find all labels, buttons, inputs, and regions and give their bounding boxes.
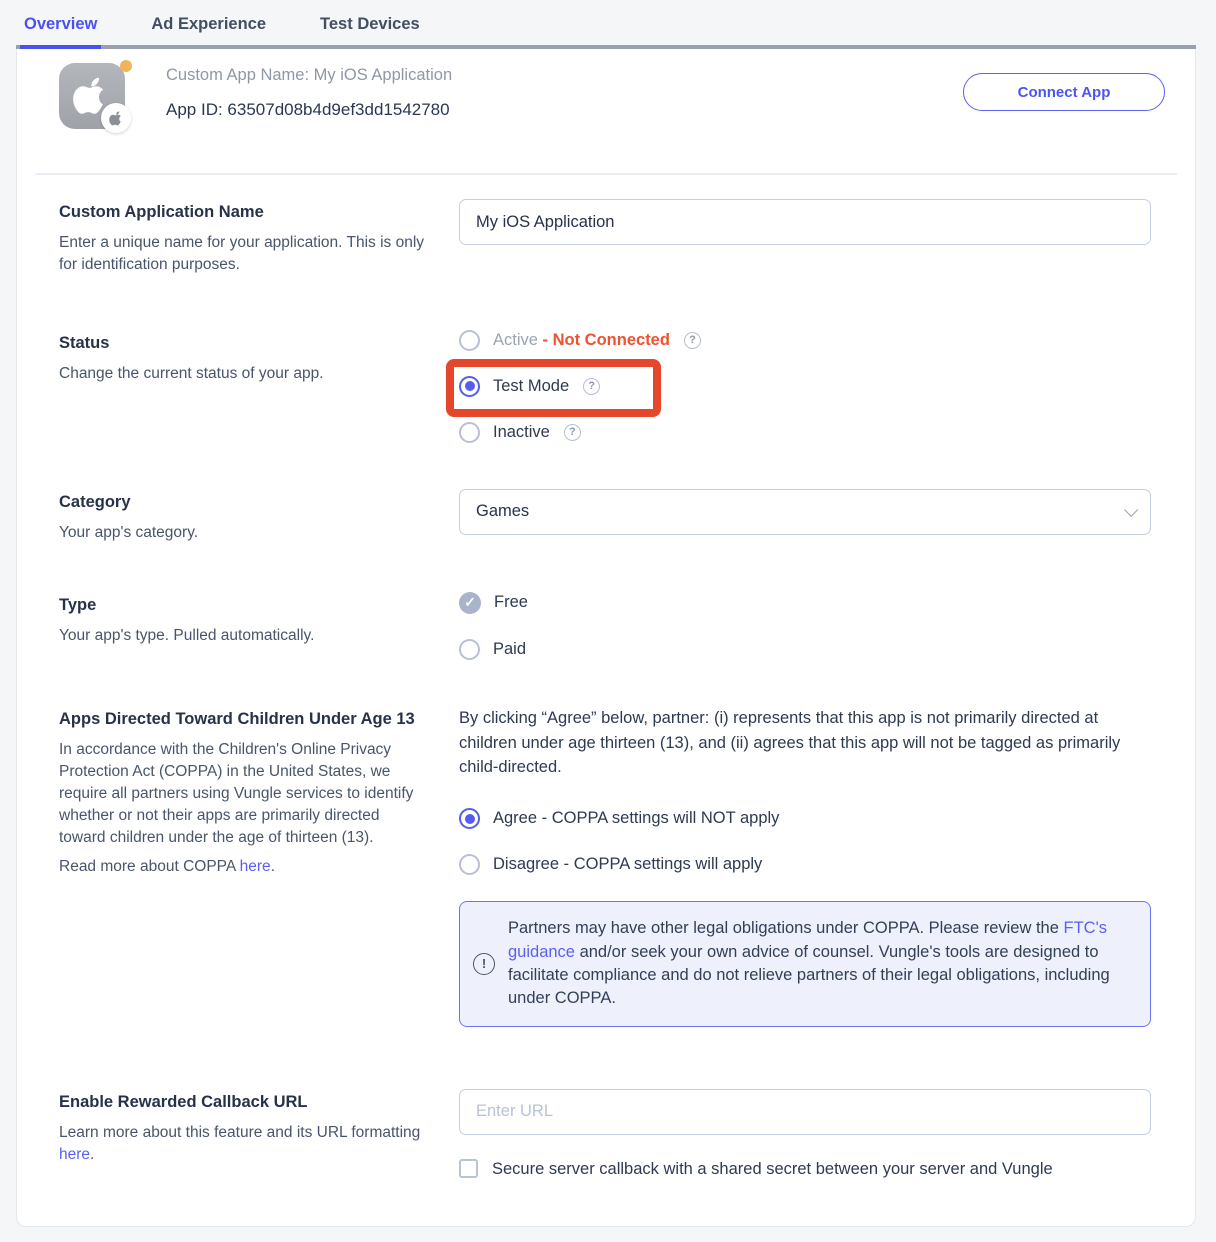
callback-section xyxy=(17,1089,1195,1182)
coppa-notice-post: and/or seek your own advice of counsel. Vungle's tools are designed to facilitate compliance and do not relieve partners of their legal obligations, including under COPPA. xyxy=(508,942,1110,1008)
type-section xyxy=(17,592,1195,660)
status-inactive-label: Inactive xyxy=(493,422,550,441)
callback-url-input[interactable] xyxy=(459,1089,1151,1135)
connect-app-button[interactable]: Connect App xyxy=(963,73,1165,111)
tab-bar xyxy=(16,0,1196,49)
coppa-description: In accordance with the Children's Online Privacy Protection Act (COPPA) in the United States, we require all partners using Vungle services to identify whether or not their apps are primarily directed toward children under the age of thirteen (13). xyxy=(59,740,414,846)
type-title: Type xyxy=(59,595,97,614)
coppa-agree-radio[interactable] xyxy=(459,808,480,829)
app-status-dot-icon xyxy=(120,60,132,72)
type-free-check-icon: ✓ xyxy=(459,592,481,614)
coppa-read-more-period: . xyxy=(270,857,275,875)
secure-callback-label: Secure server callback with a shared secret between your server and Vungle xyxy=(492,1159,1053,1178)
status-test-mode-help-icon[interactable]: ? xyxy=(583,378,600,395)
coppa-agreement-text: By clicking “Agree” below, partner: (i) represents that this app is not primarily directed at children under age thirteen (13), and (ii) agrees that this app will not be tagged as primarily child-directed. xyxy=(459,708,1121,777)
secure-callback-row xyxy=(459,1157,1151,1182)
status-active-label: Active xyxy=(493,330,543,349)
custom-app-name-line: Custom App Name: My iOS Application xyxy=(166,66,453,84)
callback-title: Enable Rewarded Callback URL xyxy=(59,1092,308,1111)
status-title: Status xyxy=(59,333,110,352)
callback-description-text: Learn more about this feature and its URL formatting xyxy=(59,1123,421,1141)
coppa-read-more xyxy=(59,856,425,878)
custom-name-input[interactable] xyxy=(459,199,1151,245)
type-free-label: Free xyxy=(494,593,528,612)
coppa-option-agree xyxy=(459,808,1151,829)
coppa-notice-text xyxy=(508,917,1132,1011)
custom-name-section xyxy=(17,199,1195,276)
type-paid-radio[interactable] xyxy=(459,639,480,660)
chevron-down-icon xyxy=(1124,503,1138,517)
app-id-line: App ID: 63507d08b4d9ef3dd1542780 xyxy=(166,100,450,119)
type-option-free xyxy=(459,592,1151,614)
custom-name-title: Custom Application Name xyxy=(59,203,264,221)
category-select[interactable] xyxy=(459,489,1151,535)
apple-platform-badge-icon xyxy=(101,103,131,133)
app-icon xyxy=(59,63,125,129)
app-header xyxy=(17,49,1195,129)
coppa-title: Apps Directed Toward Children Under Age 13 xyxy=(59,709,415,728)
header-divider xyxy=(35,173,1177,175)
overview-card xyxy=(16,49,1196,1227)
callback-here-link[interactable]: here xyxy=(59,1145,91,1163)
custom-name-description: Enter a unique name for your application. This is only for identification purposes. xyxy=(59,233,425,273)
coppa-disagree-radio[interactable] xyxy=(459,854,480,875)
status-test-mode-radio[interactable] xyxy=(459,376,480,397)
category-selected-value: Games xyxy=(476,502,530,521)
coppa-section xyxy=(17,706,1195,1027)
status-test-mode-label: Test Mode xyxy=(493,376,570,395)
category-description: Your app's category. xyxy=(59,523,199,541)
coppa-agree-label: Agree - COPPA settings will NOT apply xyxy=(493,809,780,828)
coppa-read-more-text: Read more about COPPA xyxy=(59,857,240,875)
status-option-test-mode xyxy=(459,376,1151,397)
type-option-paid xyxy=(459,639,1151,660)
tab-test-devices[interactable]: Test Devices xyxy=(320,15,420,33)
ftc-guidance-link[interactable]: FTC's guidance xyxy=(508,919,1107,961)
tab-overview[interactable]: Overview xyxy=(20,15,101,49)
status-inactive-radio[interactable] xyxy=(459,422,480,443)
status-description: Change the current status of your app. xyxy=(59,364,324,382)
status-active-radio[interactable] xyxy=(459,330,480,351)
coppa-here-link[interactable]: here xyxy=(239,857,271,875)
app-header-text xyxy=(166,63,452,120)
category-title: Category xyxy=(59,492,131,511)
secure-callback-checkbox[interactable] xyxy=(459,1159,478,1178)
status-section xyxy=(17,330,1195,443)
callback-description xyxy=(59,1122,425,1166)
status-option-active xyxy=(459,330,1151,351)
coppa-option-disagree xyxy=(459,854,1151,875)
callback-description-period: . xyxy=(90,1145,95,1163)
exclamation-circle-icon: ! xyxy=(473,953,495,975)
coppa-disagree-label: Disagree - COPPA settings will apply xyxy=(493,855,763,874)
tab-ad-experience[interactable]: Ad Experience xyxy=(151,15,267,33)
category-section xyxy=(17,489,1195,544)
type-description: Your app's type. Pulled automatically. xyxy=(59,626,315,644)
coppa-legal-notice xyxy=(459,901,1151,1027)
status-not-connected-label: - Not Connected xyxy=(542,330,670,349)
coppa-notice-pre: Partners may have other legal obligations under COPPA. Please review the xyxy=(508,919,1064,938)
status-option-inactive xyxy=(459,422,1151,443)
status-inactive-help-icon[interactable]: ? xyxy=(564,424,581,441)
status-active-help-icon[interactable]: ? xyxy=(684,332,701,349)
type-paid-label: Paid xyxy=(493,639,527,658)
